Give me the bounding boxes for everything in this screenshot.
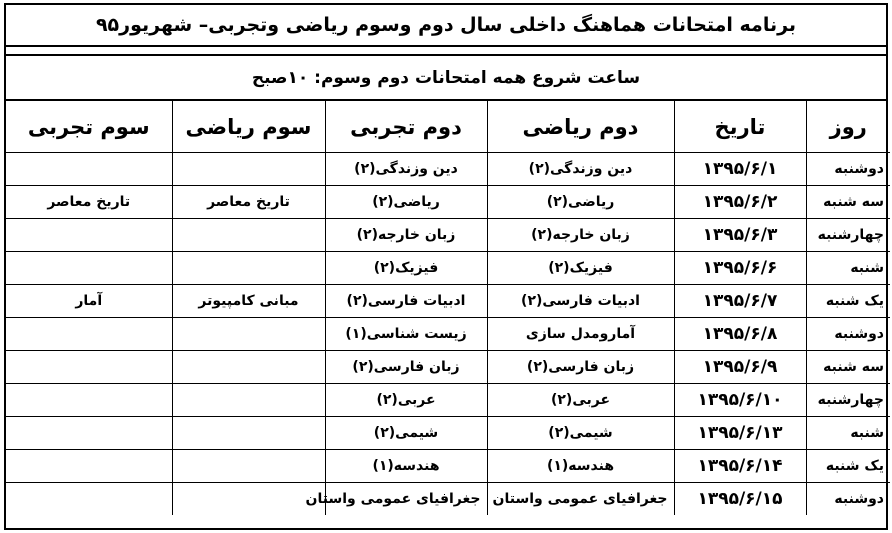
cell-second-math: ادبیات فارسی(۲) [487, 285, 674, 318]
cell-second-exp: فیزیک(۲) [325, 252, 487, 285]
cell-second-exp: عربی(۲) [325, 384, 487, 417]
cell-second-math: ریاضی(۲) [487, 186, 674, 219]
cell-date: ۱۳۹۵/۶/۱۴ [674, 450, 806, 483]
cell-second-exp: زیست شناسی(۱) [325, 318, 487, 351]
cell-date: ۱۳۹۵/۶/۱ [674, 153, 806, 186]
cell-third-math [172, 219, 325, 252]
header-second-exp: دوم تجربی [325, 101, 487, 153]
cell-second-exp: شیمی(۲) [325, 417, 487, 450]
cell-third-math [172, 483, 325, 516]
table-row [6, 219, 890, 252]
cell-second-math: زبان فارسی(۲) [487, 351, 674, 384]
table-body [6, 153, 890, 516]
cell-date: ۱۳۹۵/۶/۱۰ [674, 384, 806, 417]
table-header-row [6, 101, 890, 153]
table-row [6, 186, 890, 219]
cell-second-math: زبان خارجه(۲) [487, 219, 674, 252]
table-row [6, 318, 890, 351]
cell-date: ۱۳۹۵/۶/۸ [674, 318, 806, 351]
cell-day: دوشنبه [806, 153, 890, 186]
header-second-math: دوم ریاضی [487, 101, 674, 153]
cell-third-exp [6, 384, 172, 417]
schedule-table [6, 101, 890, 515]
cell-third-math: تاریخ معاصر [172, 186, 325, 219]
cell-third-exp: تاریخ معاصر [6, 186, 172, 219]
cell-second-math: شیمی(۲) [487, 417, 674, 450]
start-time-note: ساعت شروع همه امتحانات دوم وسوم: ۱۰صبح [6, 56, 886, 101]
cell-third-math: مبانی کامپیوتر [172, 285, 325, 318]
cell-second-math: آمارومدل سازی [487, 318, 674, 351]
cell-day: چهارشنبه [806, 384, 890, 417]
table-row [6, 450, 890, 483]
table-row [6, 153, 890, 186]
table-row [6, 351, 890, 384]
cell-date: ۱۳۹۵/۶/۱۳ [674, 417, 806, 450]
cell-day: سه شنبه [806, 186, 890, 219]
cell-third-math [172, 318, 325, 351]
cell-date: ۱۳۹۵/۶/۱۵ [674, 483, 806, 516]
cell-date: ۱۳۹۵/۶/۶ [674, 252, 806, 285]
table-row [6, 285, 890, 318]
cell-day: یک شنبه [806, 285, 890, 318]
cell-third-math [172, 153, 325, 186]
divider [6, 47, 886, 56]
cell-day: چهارشنبه [806, 219, 890, 252]
cell-date: ۱۳۹۵/۶/۷ [674, 285, 806, 318]
cell-third-math [172, 351, 325, 384]
cell-third-exp [6, 417, 172, 450]
cell-third-exp [6, 351, 172, 384]
cell-third-math [172, 450, 325, 483]
cell-second-math: عربی(۲) [487, 384, 674, 417]
cell-second-exp: هندسه(۱) [325, 450, 487, 483]
cell-day: یک شنبه [806, 450, 890, 483]
cell-third-exp [6, 153, 172, 186]
cell-day: دوشنبه [806, 483, 890, 516]
cell-day: شنبه [806, 417, 890, 450]
cell-second-math: جغرافیای عمومی واستان [487, 483, 674, 516]
table-row [6, 252, 890, 285]
cell-second-exp: دین وزندگی(۲) [325, 153, 487, 186]
header-date: تاریخ [674, 101, 806, 153]
exam-schedule-sheet [4, 3, 888, 530]
page-title: برنامه امتحانات هماهنگ داخلی سال دوم وسوم ریاضی وتجربی– شهریور۹۵ [6, 5, 886, 47]
cell-second-exp: ریاضی(۲) [325, 186, 487, 219]
table-row [6, 417, 890, 450]
cell-second-exp: ادبیات فارسی(۲) [325, 285, 487, 318]
cell-second-math: دین وزندگی(۲) [487, 153, 674, 186]
cell-day: دوشنبه [806, 318, 890, 351]
table-row [6, 483, 890, 516]
cell-third-exp: آمار [6, 285, 172, 318]
cell-second-math: فیزیک(۲) [487, 252, 674, 285]
cell-second-math: هندسه(۱) [487, 450, 674, 483]
cell-day: سه شنبه [806, 351, 890, 384]
header-third-math: سوم ریاضی [172, 101, 325, 153]
cell-third-exp [6, 483, 172, 516]
cell-third-exp [6, 318, 172, 351]
header-third-exp: سوم تجربی [6, 101, 172, 153]
cell-date: ۱۳۹۵/۶/۲ [674, 186, 806, 219]
cell-third-math [172, 417, 325, 450]
cell-day: شنبه [806, 252, 890, 285]
cell-second-exp: زبان خارجه(۲) [325, 219, 487, 252]
cell-second-exp: جغرافیای عمومی واستان [325, 483, 487, 516]
cell-third-math [172, 384, 325, 417]
cell-date: ۱۳۹۵/۶/۹ [674, 351, 806, 384]
cell-second-exp: زبان فارسی(۲) [325, 351, 487, 384]
table-row [6, 384, 890, 417]
cell-third-exp [6, 450, 172, 483]
cell-third-exp [6, 252, 172, 285]
cell-third-exp [6, 219, 172, 252]
cell-third-math [172, 252, 325, 285]
header-day: روز [806, 101, 890, 153]
cell-date: ۱۳۹۵/۶/۳ [674, 219, 806, 252]
